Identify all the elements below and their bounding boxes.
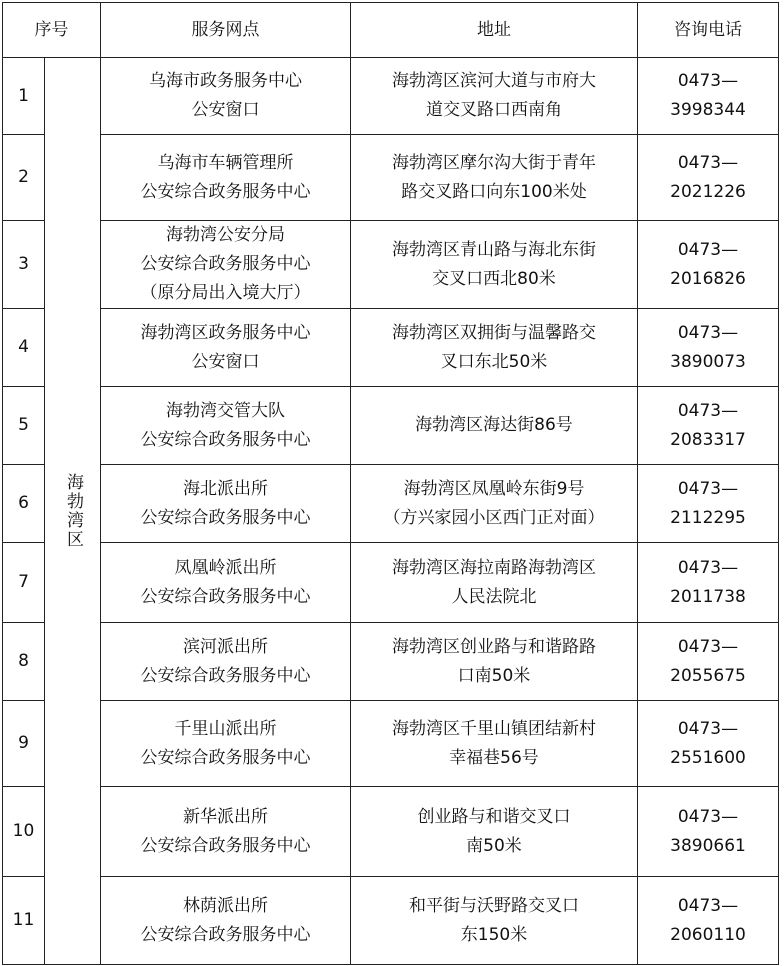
service-point-cell: [101, 309, 351, 387]
row-number: 9: [3, 701, 45, 787]
service-point-line: 乌海市政务服务中心: [149, 71, 302, 91]
district-cell: 海勃湾区: [45, 58, 101, 965]
phone-line: 0473—: [677, 71, 739, 91]
address-cell: [351, 543, 638, 623]
table-row: [3, 877, 779, 965]
service-point-line: 海北派出所: [183, 478, 268, 499]
phone-cell: [638, 623, 779, 701]
phone-cell: [638, 787, 779, 877]
address-cell: [351, 465, 638, 543]
row-number: 8: [3, 623, 45, 701]
address-cell: [351, 309, 638, 387]
row-number: 10: [3, 787, 45, 877]
phone-line: 3998344: [670, 100, 746, 120]
service-point-cell: [101, 701, 351, 787]
service-point-line: 公安综合政务服务中心: [140, 747, 311, 768]
row-number: 2: [3, 135, 45, 221]
row-number: 5: [3, 387, 45, 465]
service-point-cell: [101, 787, 351, 877]
row-number: 7: [3, 543, 45, 623]
phone-cell: [638, 543, 779, 623]
phone-line: 0473—: [677, 718, 739, 739]
phone-cell: [638, 877, 779, 965]
address-line: 人民法院北: [451, 586, 537, 607]
service-point-line: 公安综合政务服务中心: [140, 429, 311, 450]
address-cell: [351, 135, 638, 221]
phone-cell: [638, 221, 779, 309]
table-row: [3, 543, 779, 623]
table-row: [3, 221, 779, 309]
service-point-line: 公安综合政务服务中心: [140, 924, 311, 945]
address-line: 道交叉路口西南角: [426, 100, 562, 120]
row-number: 1: [3, 58, 45, 135]
address-line: 东150米: [460, 924, 528, 945]
service-point-cell: [101, 543, 351, 623]
table-row: [3, 465, 779, 543]
table-row: [3, 387, 779, 465]
service-point-line: 公安综合政务服务中心: [140, 254, 311, 274]
address-line: 海勃湾区摩尔沟大街于青年: [392, 152, 596, 173]
service-point-cell: [101, 135, 351, 221]
phone-cell: [638, 58, 779, 135]
header-row: [3, 3, 779, 58]
address-cell: [351, 221, 638, 309]
address-cell: [351, 701, 638, 787]
address-line: 海勃湾区双拥街与温馨路交: [392, 322, 596, 343]
address-line: 南50米: [466, 835, 522, 856]
phone-cell: [638, 701, 779, 787]
address-cell: [351, 58, 638, 135]
service-point-cell: [101, 465, 351, 543]
header-address: 地址: [351, 3, 638, 58]
table-row: [3, 135, 779, 221]
phone-line: 3890073: [670, 351, 746, 372]
phone-cell: [638, 465, 779, 543]
address-line: 海勃湾区海达街86号: [415, 415, 573, 435]
service-point-line: 林荫派出所: [183, 895, 268, 916]
address-line: 海勃湾区海拉南路海勃湾区: [392, 557, 596, 578]
address-line: 路交叉路口向东100米处: [401, 181, 587, 202]
table-row: [3, 701, 779, 787]
service-point-line: 公安综合政务服务中心: [140, 507, 311, 528]
table-row: [3, 309, 779, 387]
address-line: 创业路与和谐交叉口: [417, 806, 571, 827]
phone-line: 0473—: [677, 806, 739, 827]
address-line: 海勃湾区创业路与和谐路路: [392, 636, 596, 657]
phone-line: 0473—: [677, 557, 739, 578]
phone-line: 2021226: [670, 181, 746, 202]
service-point-line: 千里山派出所: [174, 718, 277, 739]
address-cell: [351, 623, 638, 701]
address-line: 海勃湾区千里山镇团结新村: [392, 718, 596, 739]
phone-line: 3890661: [670, 835, 746, 856]
address-line: 海勃湾区滨河大道与市府大: [392, 71, 596, 91]
table-row: [3, 623, 779, 701]
address-line: 交叉口西北80米: [432, 268, 556, 289]
address-cell: [351, 877, 638, 965]
row-number: 3: [3, 221, 45, 309]
header-index: 序号: [3, 3, 101, 58]
phone-line: 2011738: [670, 586, 746, 607]
address-line: （方兴家园小区西门正对面）: [383, 507, 605, 528]
table-row: [3, 58, 779, 135]
address-cell: [351, 387, 638, 465]
address-line: 和平街与沃野路交叉口: [409, 895, 579, 916]
phone-line: 0473—: [677, 322, 739, 343]
table-body: [3, 58, 779, 965]
phone-line: 2083317: [670, 429, 746, 450]
row-number: 11: [3, 877, 45, 965]
phone-cell: [638, 309, 779, 387]
phone-line: 0473—: [677, 239, 739, 260]
phone-line: 0473—: [677, 636, 739, 657]
phone-line: 2016826: [670, 268, 746, 289]
service-point-cell: [101, 623, 351, 701]
service-point-line: 公安综合政务服务中心: [140, 181, 311, 202]
phone-line: 0473—: [677, 152, 739, 173]
header-service-point: 服务网点: [101, 3, 351, 58]
service-point-line: 公安综合政务服务中心: [140, 835, 311, 856]
table-row: [3, 787, 779, 877]
address-line: 口南50米: [457, 665, 531, 686]
phone-line: 2060110: [670, 924, 746, 945]
service-point-line: 乌海市车辆管理所: [157, 152, 294, 173]
phone-line: 0473—: [677, 400, 739, 421]
service-point-cell: [101, 877, 351, 965]
phone-cell: [638, 387, 779, 465]
address-line: 叉口东北50米: [440, 351, 548, 372]
service-point-line: 滨河派出所: [183, 636, 268, 657]
service-point-line: 公安综合政务服务中心: [140, 665, 311, 686]
row-number: 4: [3, 309, 45, 387]
service-point-line: 新华派出所: [183, 806, 268, 827]
service-point-line: 海勃湾区政务服务中心: [140, 322, 311, 343]
service-point-line: 海勃湾交管大队: [166, 400, 285, 421]
header-phone: 咨询电话: [638, 3, 779, 58]
service-point-line: 公安窗口: [191, 351, 260, 372]
row-number: 6: [3, 465, 45, 543]
phone-line: 0473—: [677, 478, 739, 499]
phone-line: 2112295: [670, 507, 746, 528]
address-line: 幸福巷56号: [449, 747, 539, 768]
service-point-line: 海勃湾公安分局: [166, 225, 285, 245]
address-line: 海勃湾区青山路与海北东街: [392, 239, 596, 260]
service-point-cell: [101, 58, 351, 135]
address-cell: [351, 787, 638, 877]
phone-line: 0473—: [677, 895, 739, 916]
address-line: 海勃湾区凤凰岭东街9号: [403, 478, 585, 499]
phone-cell: [638, 135, 779, 221]
service-point-line: 公安综合政务服务中心: [140, 586, 311, 607]
service-points-table: [2, 2, 779, 965]
service-point-line: （原分局出入境大厅）: [140, 283, 311, 303]
service-point-cell: [101, 387, 351, 465]
phone-line: 2055675: [670, 665, 746, 686]
phone-line: 2551600: [670, 747, 746, 768]
service-point-line: 凤凰岭派出所: [174, 557, 277, 578]
service-point-cell: [101, 221, 351, 309]
service-point-line: 公安窗口: [191, 100, 260, 120]
